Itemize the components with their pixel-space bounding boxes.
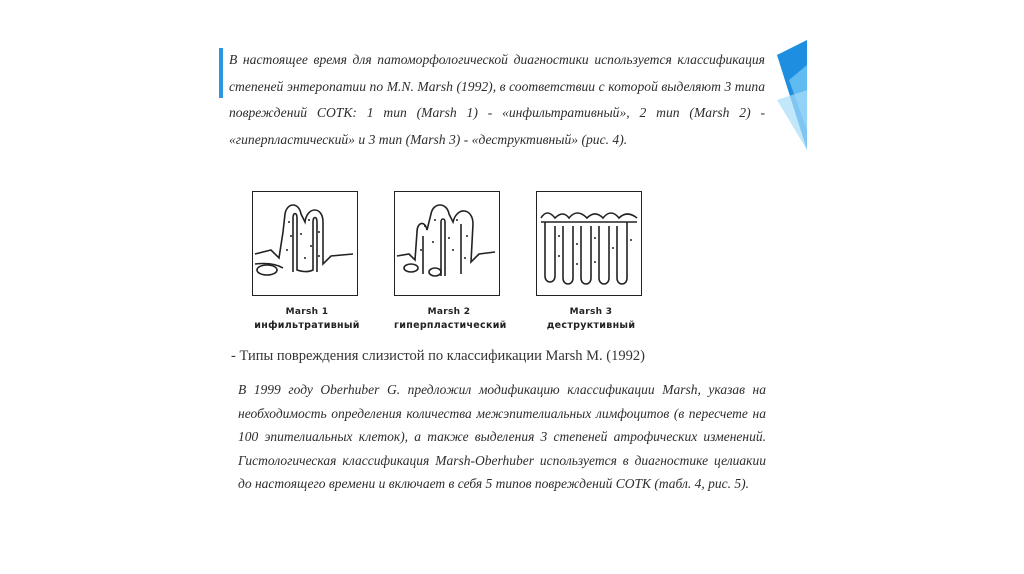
- intro-paragraph: В настоящее время для патоморфологической диагностики используется классификация степеней энтеропатии по M.N. Marsh (1992), в соответствии с которой выделяют 3 типа повреждений СОТК: 1 тип (Marsh 1) - «инфильтративный», 2 тип (Marsh 2) - «гиперпластический» и 3 тип (Marsh 3) - «деструктивный» (рис. 4).: [229, 52, 765, 147]
- marsh-3-illustration: [536, 191, 642, 296]
- figure-marsh-3: [536, 191, 646, 333]
- figure-type: деструктивный: [546, 320, 636, 331]
- accent-bar: [219, 48, 223, 98]
- oberhuber-paragraph: В 1999 году Oberhuber G. предложил модификацию классификации Marsh, указав на необходимость определения количества межэпителиальных лимфоцитов (в пересчете на 100 эпителиальных клеток), а также выделения 3 степеней атрофических изменений. Гистологическая классификация Marsh-Oberhuber используется в диагностике целиакии до настоящего времени и включает в себя 5 типов повреждений СОТК (табл. 4, рис. 5).: [238, 382, 766, 492]
- figure-type: инфильтративный: [254, 320, 360, 331]
- marsh-2-illustration: [394, 191, 500, 296]
- decorative-triangles: [777, 40, 807, 150]
- figure-marsh-1: [252, 191, 362, 333]
- marsh-figures: [252, 191, 652, 341]
- figure-label: Marsh 3: [569, 307, 613, 317]
- figure-marsh-2: [394, 191, 507, 333]
- marsh-1-illustration: [252, 191, 358, 296]
- figure-label: Marsh 2: [427, 307, 471, 317]
- figure-type: гиперпластический: [394, 320, 507, 331]
- figure-label: Marsh 1: [285, 307, 329, 317]
- figure-caption: - Типы повреждения слизистой по классификации Marsh M. (1992): [231, 348, 645, 364]
